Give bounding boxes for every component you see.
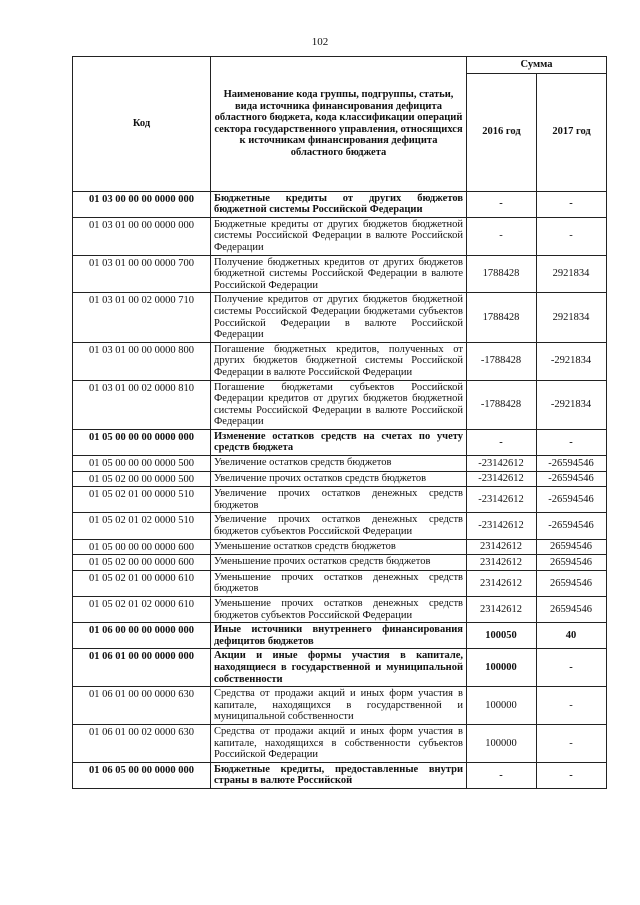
row-amount-2017: -26594546 — [537, 513, 607, 539]
table-row — [73, 762, 607, 788]
header-code: Код — [73, 57, 211, 192]
row-code: 01 03 01 00 00 0000 800 — [73, 342, 211, 380]
row-code: 01 03 00 00 00 0000 000 — [73, 191, 211, 217]
table-row — [73, 191, 607, 217]
row-name: Бюджетные кредиты от других бюджетов бюджетной системы Российской Федерации — [211, 191, 467, 217]
row-amount-2016: 1788428 — [467, 255, 537, 293]
row-amount-2017: -26594546 — [537, 487, 607, 513]
row-amount-2017: - — [537, 429, 607, 455]
table-row — [73, 570, 607, 596]
row-code: 01 05 00 00 00 0000 600 — [73, 539, 211, 555]
table-row — [73, 513, 607, 539]
row-code: 01 05 02 00 00 0000 500 — [73, 471, 211, 487]
row-amount-2017: - — [537, 649, 607, 687]
row-amount-2016: 100000 — [467, 724, 537, 762]
row-amount-2016: -1788428 — [467, 380, 537, 429]
row-amount-2016: -23142612 — [467, 471, 537, 487]
row-amount-2016: 23142612 — [467, 555, 537, 571]
row-amount-2017: 26594546 — [537, 539, 607, 555]
row-code: 01 06 01 00 00 0000 630 — [73, 687, 211, 725]
row-name: Получение бюджетных кредитов от других бюджетов бюджетной системы Российской Федерации в валюте Российской Федерации — [211, 255, 467, 293]
row-amount-2016: - — [467, 191, 537, 217]
table-row — [73, 471, 607, 487]
row-name: Средства от продажи акций и иных форм участия в капитале, находящихся в собственности субъектов Российской Федерации — [211, 724, 467, 762]
row-amount-2016: -23142612 — [467, 487, 537, 513]
row-name: Бюджетные кредиты, предоставленные внутри страны в валюте Российской — [211, 762, 467, 788]
row-name: Уменьшение прочих остатков средств бюджетов — [211, 555, 467, 571]
row-code: 01 05 02 00 00 0000 600 — [73, 555, 211, 571]
row-amount-2017: - — [537, 191, 607, 217]
row-amount-2017: 26594546 — [537, 570, 607, 596]
row-amount-2016: 23142612 — [467, 570, 537, 596]
row-name: Средства от продажи акций и иных форм участия в капитале, находящихся в государственной и муниципальной собственности — [211, 687, 467, 725]
row-amount-2017: 26594546 — [537, 597, 607, 623]
table-row — [73, 623, 607, 649]
header-year-2017: 2017 год — [537, 73, 607, 191]
row-name: Бюджетные кредиты от других бюджетов бюджетной системы Российской Федерации в валюте Российской Федерации — [211, 217, 467, 255]
row-amount-2017: - — [537, 762, 607, 788]
row-amount-2017: - — [537, 217, 607, 255]
row-amount-2017: - — [537, 724, 607, 762]
table-row — [73, 555, 607, 571]
row-code: 01 03 01 00 00 0000 700 — [73, 255, 211, 293]
row-name: Акции и иные формы участия в капитале, находящиеся в государственной и муниципальной собственности — [211, 649, 467, 687]
table-row — [73, 293, 607, 342]
row-name: Уменьшение остатков средств бюджетов — [211, 539, 467, 555]
row-code: 01 06 00 00 00 0000 000 — [73, 623, 211, 649]
header-year-2016: 2016 год — [467, 73, 537, 191]
row-name: Погашение бюджетных кредитов, полученных от других бюджетов бюджетной системы Российской Федерации в валюте Российской Федерации — [211, 342, 467, 380]
row-code: 01 05 00 00 00 0000 500 — [73, 456, 211, 472]
row-amount-2016: 1788428 — [467, 293, 537, 342]
row-code: 01 05 02 01 02 0000 510 — [73, 513, 211, 539]
row-code: 01 06 01 00 00 0000 000 — [73, 649, 211, 687]
row-amount-2016: -23142612 — [467, 513, 537, 539]
row-name: Иные источники внутреннего финансирования дефицитов бюджетов — [211, 623, 467, 649]
table-row — [73, 724, 607, 762]
row-amount-2016: -1788428 — [467, 342, 537, 380]
row-code: 01 05 02 01 00 0000 510 — [73, 487, 211, 513]
table-row — [73, 456, 607, 472]
row-name: Получение кредитов от других бюджетов бюджетной системы Российской Федерации бюджетами субъектов Российской Федерации в валюте Российской Федерации — [211, 293, 467, 342]
table-body — [73, 191, 607, 788]
row-amount-2016: -23142612 — [467, 456, 537, 472]
table-row — [73, 255, 607, 293]
row-code: 01 03 01 00 00 0000 000 — [73, 217, 211, 255]
table-row — [73, 429, 607, 455]
table-row — [73, 217, 607, 255]
row-name: Увеличение прочих остатков средств бюджетов — [211, 471, 467, 487]
row-amount-2016: - — [467, 429, 537, 455]
table-row — [73, 342, 607, 380]
row-name: Изменение остатков средств на счетах по учету средств бюджета — [211, 429, 467, 455]
row-name: Уменьшение прочих остатков денежных средств бюджетов — [211, 570, 467, 596]
row-amount-2016: 23142612 — [467, 597, 537, 623]
row-code: 01 06 01 00 02 0000 630 — [73, 724, 211, 762]
row-code: 01 05 02 01 00 0000 610 — [73, 570, 211, 596]
row-amount-2017: -2921834 — [537, 380, 607, 429]
row-amount-2017: - — [537, 687, 607, 725]
row-name: Увеличение остатков средств бюджетов — [211, 456, 467, 472]
row-code: 01 06 05 00 00 0000 000 — [73, 762, 211, 788]
table-row — [73, 539, 607, 555]
row-code: 01 05 00 00 00 0000 000 — [73, 429, 211, 455]
row-amount-2016: - — [467, 217, 537, 255]
row-amount-2016: 23142612 — [467, 539, 537, 555]
row-code: 01 03 01 00 02 0000 810 — [73, 380, 211, 429]
page-number: 102 — [311, 36, 329, 48]
row-name: Увеличение прочих остатков денежных средств бюджетов субъектов Российской Федерации — [211, 513, 467, 539]
row-amount-2016: - — [467, 762, 537, 788]
table-row — [73, 649, 607, 687]
row-name: Погашение бюджетами субъектов Российской Федерации кредитов от других бюджетов бюджетной системы Российской Федерации в валюте Российской Федерации — [211, 380, 467, 429]
row-amount-2017: -26594546 — [537, 456, 607, 472]
row-code: 01 03 01 00 02 0000 710 — [73, 293, 211, 342]
table-row — [73, 597, 607, 623]
row-code: 01 05 02 01 02 0000 610 — [73, 597, 211, 623]
header-name: Наименование кода группы, подгруппы, статьи, вида источника финансирования дефицита областного бюджета, кода классификации операций сектора государственного управления, относящихся к источникам финансирования дефицита областного бюджета — [211, 57, 467, 192]
row-amount-2016: 100050 — [467, 623, 537, 649]
header-sum: Сумма — [467, 57, 607, 74]
row-amount-2016: 100000 — [467, 687, 537, 725]
row-name: Увеличение прочих остатков денежных средств бюджетов — [211, 487, 467, 513]
row-amount-2017: 40 — [537, 623, 607, 649]
budget-table — [72, 56, 607, 789]
table-row — [73, 487, 607, 513]
table-row — [73, 380, 607, 429]
row-name: Уменьшение прочих остатков денежных средств бюджетов субъектов Российской Федерации — [211, 597, 467, 623]
table-row — [73, 687, 607, 725]
row-amount-2017: 2921834 — [537, 293, 607, 342]
row-amount-2017: 26594546 — [537, 555, 607, 571]
row-amount-2017: -2921834 — [537, 342, 607, 380]
row-amount-2017: -26594546 — [537, 471, 607, 487]
row-amount-2017: 2921834 — [537, 255, 607, 293]
row-amount-2016: 100000 — [467, 649, 537, 687]
